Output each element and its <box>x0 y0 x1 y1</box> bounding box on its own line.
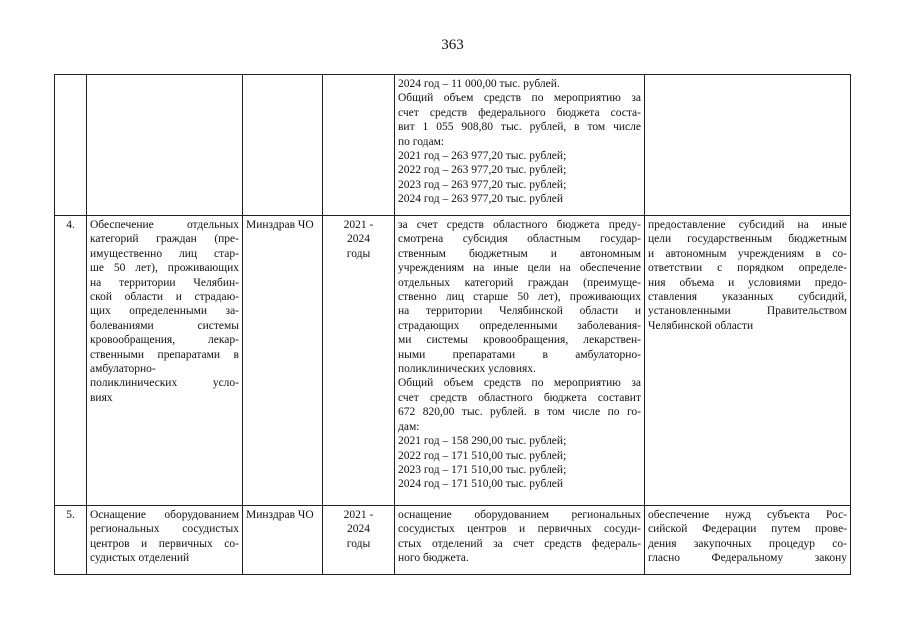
years-line: 2024 <box>347 523 370 536</box>
description-line: 2022 год – 171 510,00 тыс. рублей; <box>398 449 567 462</box>
table-row-4 <box>55 216 851 506</box>
event-line: болеваниями системы <box>90 319 239 332</box>
years-line: годы <box>346 247 371 260</box>
description-line: ными препаратами в амбулаторно- <box>398 348 641 361</box>
description-line: 2021 год – 263 977,20 тыс. рублей; <box>398 150 567 163</box>
description-line: вит 1 055 908,80 тыс. рублей, в том числе <box>398 121 641 134</box>
description-line: 2023 год – 171 510,00 тыс. рублей; <box>398 463 567 476</box>
event-line: виях <box>90 391 113 404</box>
event-line: на территории Челябин- <box>90 276 239 289</box>
description-line: учреждениям на иные цели на обеспечение <box>398 262 641 275</box>
mechanism-line: ответствии с порядком определе- <box>648 262 847 275</box>
description-line: 2024 год – 263 977,20 тыс. рублей <box>398 193 564 206</box>
executor-cell: Минздрав ЧО <box>243 216 323 506</box>
event-line: судистых отделений <box>90 552 190 565</box>
event-cell <box>87 216 243 506</box>
description-line: дам: <box>398 420 420 433</box>
description-line: 672 820,00 тыс. рублей. в том числе по го- <box>398 406 641 419</box>
years-line: годы <box>346 537 371 550</box>
mechanism-line: обеспечение нужд субъекта Рос- <box>648 509 847 521</box>
description-line: смотрена субсидия областным государ- <box>398 233 641 246</box>
event-line: ственными препаратами в <box>90 348 239 361</box>
page-number: 363 <box>441 37 464 53</box>
measures-table <box>54 74 851 575</box>
description-line: ного бюджета. <box>398 552 469 565</box>
description-cell <box>395 506 645 575</box>
event-cell <box>87 506 243 575</box>
mechanism-line: предоставление субсидий на иные <box>648 219 847 231</box>
description-line: ственно лиц старше 50 лет), проживающих <box>398 291 641 304</box>
event-line: региональных сосудистых <box>90 523 239 536</box>
description-cell <box>395 75 645 216</box>
description-cell <box>395 216 645 506</box>
table-row-5 <box>55 506 851 575</box>
years-line: 2021 - <box>343 509 374 521</box>
row-number-cell <box>55 75 87 216</box>
mechanism-line: и автономным учреждениям в со- <box>648 247 847 260</box>
years-line: 2024 <box>347 233 370 246</box>
event-line: кровообращения, лекар- <box>90 334 239 347</box>
description-line: Общий объем средств по мероприятию за <box>398 377 641 390</box>
event-line: центров и первичных со- <box>90 537 239 550</box>
description-line: 2022 год – 263 977,20 тыс. рублей; <box>398 164 567 177</box>
description-line: сосудистых центров и первичных сосуди- <box>398 523 641 536</box>
description-line: счет средств областного бюджета составит <box>398 391 641 404</box>
mechanism-line: ставления указанных субсидий, <box>648 291 847 304</box>
event-line: щих определенными за- <box>90 305 239 318</box>
description-line: по годам: <box>398 135 445 148</box>
description-line: 2023 год – 263 977,20 тыс. рублей; <box>398 178 567 191</box>
description-line: отдельных категорий граждан (преимуще- <box>398 276 641 289</box>
mechanism-line: дения закупочных процедур со- <box>648 537 847 550</box>
mechanism-cell <box>645 506 851 575</box>
description-line: Общий объем средств по мероприятию за <box>398 92 641 105</box>
mechanism-line: гласно Федеральному закону <box>648 552 847 565</box>
row-number-cell: 5. <box>55 506 87 575</box>
mechanism-line: цели государственным бюджетным <box>648 233 847 246</box>
event-line: Обеспечение отдельных <box>90 219 239 231</box>
mechanism-line: сийской Федерации путем прове- <box>648 523 847 536</box>
event-line: имущественно лиц стар- <box>90 247 239 260</box>
description-line: 2024 год – 11 000,00 тыс. рублей. <box>398 78 560 90</box>
description-line: стых отделений за счет средств федераль- <box>398 537 641 550</box>
mechanism-cell <box>645 75 851 216</box>
executor-cell <box>243 75 323 216</box>
executor-cell: Минздрав ЧО <box>243 506 323 575</box>
event-cell <box>87 75 243 216</box>
description-line: страдающих определенными заболевания- <box>398 319 641 332</box>
mechanism-line: ния объема и условиями предо- <box>648 276 847 289</box>
years-cell <box>323 75 395 216</box>
event-line: ше 50 лет), проживающих <box>90 262 239 275</box>
description-line: 2024 год – 171 510,00 тыс. рублей <box>398 478 564 491</box>
description-line: ми системы кровообращения, лекарствен- <box>398 334 641 347</box>
description-line: ственным бюджетным и автономным <box>398 247 641 260</box>
years-cell <box>323 506 395 575</box>
years-line: 2021 - <box>343 219 374 231</box>
description-line: 2021 год – 158 290,00 тыс. рублей; <box>398 435 567 448</box>
event-line: Оснащение оборудованием <box>90 509 239 521</box>
mechanism-line: установленными Правительством <box>648 305 847 318</box>
row-number-cell: 4. <box>55 216 87 506</box>
description-line: поликлинических условиях. <box>398 363 536 376</box>
description-line: на территории Челябинской области и <box>398 305 641 318</box>
description-line: за счет средств областного бюджета преду- <box>398 219 641 231</box>
event-line: амбулаторно- <box>90 363 156 376</box>
table-row-continuation <box>55 75 851 216</box>
event-line: ской области и страдаю- <box>90 291 239 304</box>
mechanism-cell <box>645 216 851 506</box>
years-cell <box>323 216 395 506</box>
event-line: поликлинических усло- <box>90 377 239 390</box>
description-line: оснащение оборудованием региональных <box>398 509 641 521</box>
description-line: счет средств федерального бюджета соста- <box>398 106 641 119</box>
mechanism-line: Челябинской области <box>648 319 754 332</box>
event-line: категорий граждан (пре- <box>90 233 239 246</box>
